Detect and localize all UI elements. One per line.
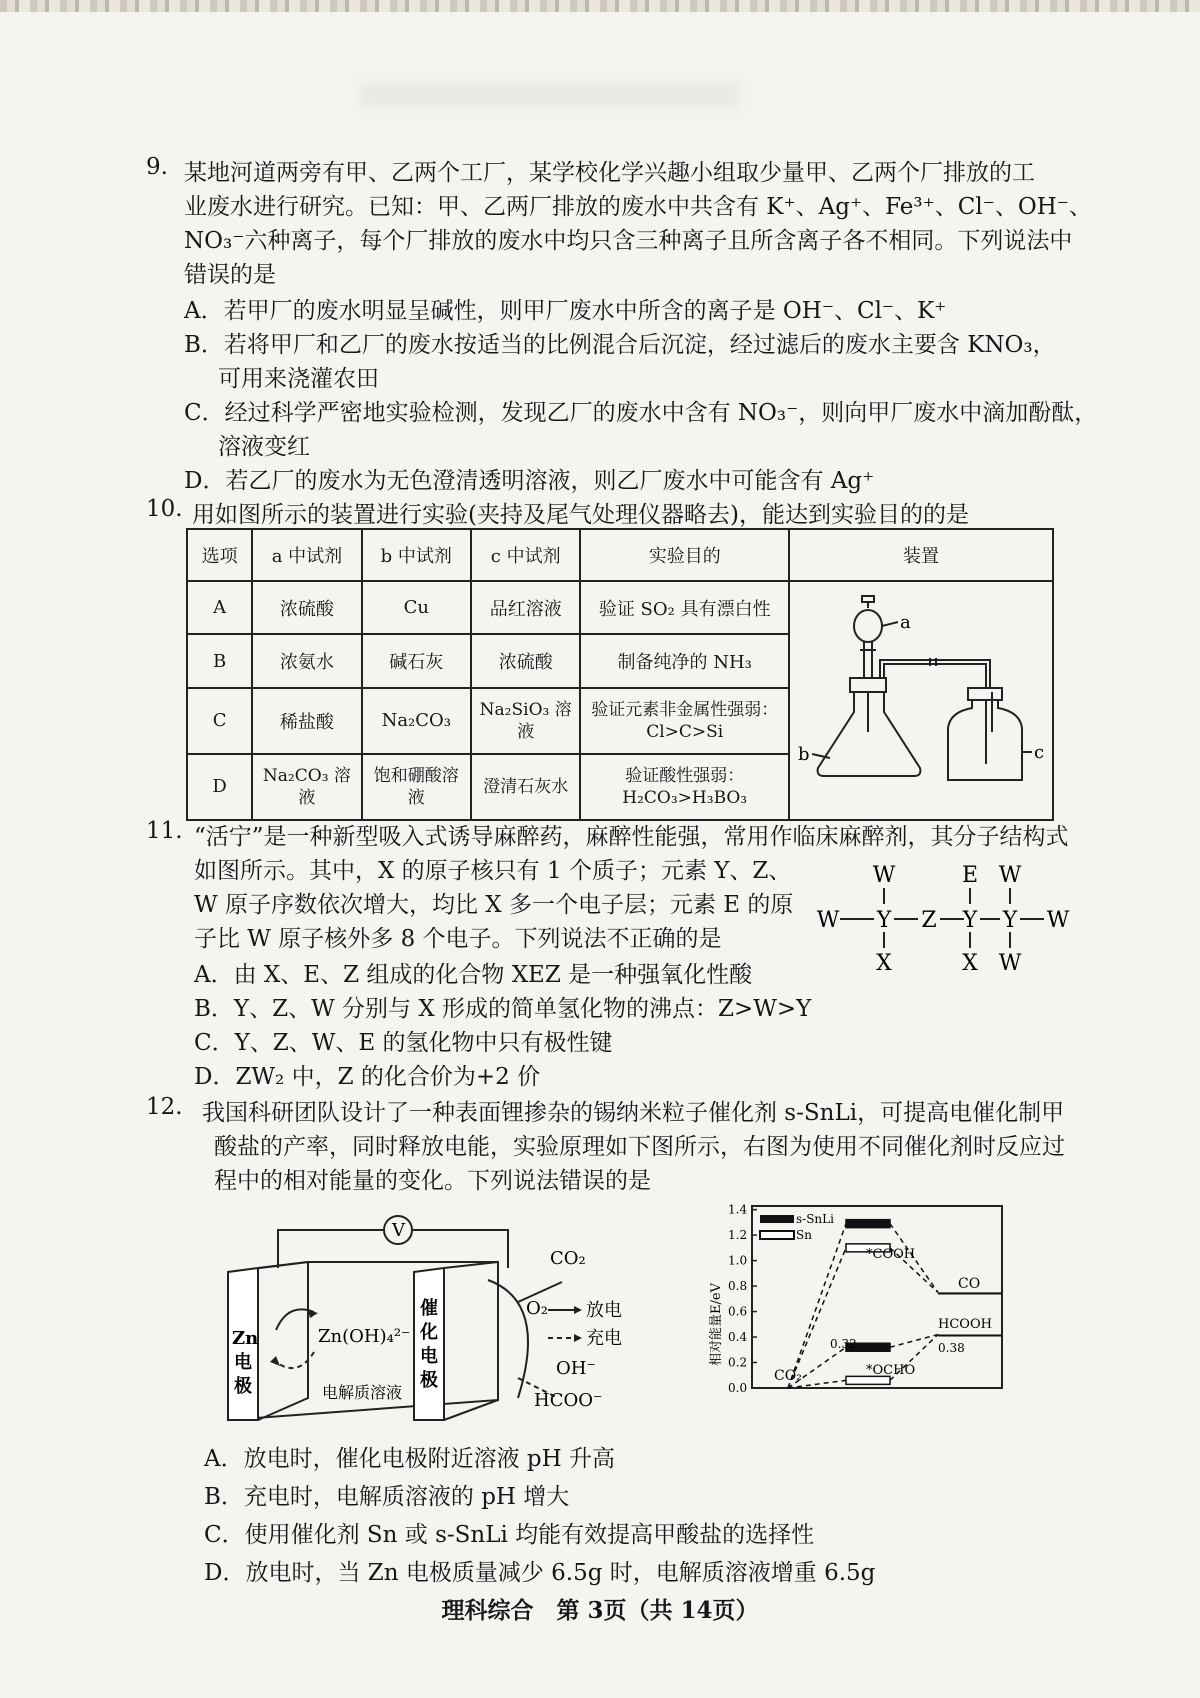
annotation-cooh: *COOH [866, 1247, 916, 1262]
option-b-cont: 可用来浇灌农田 [218, 366, 379, 392]
atom: X [876, 951, 892, 976]
y-axis-label: 相对能量E/eV [709, 1283, 724, 1366]
label-c: c [1034, 742, 1045, 763]
hcoo-label: HCOO⁻ [534, 1390, 603, 1411]
table-cell: 浓硫酸 [252, 581, 361, 634]
legend-swatch-sn [760, 1231, 794, 1239]
option-b: B．若将甲厂和乙厂的废水按适当的比例混合后沉淀，经过滤后的废水主要含 KNO₃， [184, 332, 1056, 358]
table-header: 实验目的 [580, 529, 789, 581]
legend-item: s-SnLi [796, 1212, 834, 1226]
option-a: A．若甲厂的废水明显呈碱性，则甲厂废水中所含的离子是 OH⁻、Cl⁻、K⁺ [184, 298, 947, 324]
atom: W [998, 951, 1022, 976]
table-cell: Na₂SiO₃ 溶液 [471, 688, 580, 754]
voltmeter-label: V [392, 1220, 405, 1241]
legend-swatch-snli [760, 1215, 794, 1223]
o2-label: O₂ [526, 1298, 548, 1319]
y-tick-label: 1.2 [728, 1228, 748, 1243]
cat-electrode-label: 极 [420, 1370, 438, 1391]
option-b: B．充电时，电解质溶液的 pH 增大 [204, 1484, 570, 1510]
table-cell: 饱和硼酸溶液 [362, 754, 471, 820]
legend-item: Sn [796, 1228, 812, 1242]
table-cell: 验证元素非金属性强弱：Cl>C>Si [580, 688, 789, 754]
option-b: B．Y、Z、W 分别与 X 形成的简单氢化物的沸点：Z>W>Y [194, 996, 812, 1022]
atom: W [1046, 908, 1070, 933]
oh-label: OH⁻ [556, 1358, 596, 1379]
atom: Y [876, 908, 892, 933]
table-cell: 浓硫酸 [471, 634, 580, 687]
table-header: 装置 [789, 529, 1053, 581]
atom: X [962, 951, 978, 976]
cat-electrode-label: 化 [420, 1322, 438, 1343]
zn-electrode-label: 极 [234, 1376, 252, 1397]
experiment-table [186, 528, 1054, 821]
question-stem: 用如图所示的装置进行实验(夹持及尾气处理仪器略去)，能达到实验目的的是 [192, 502, 969, 528]
atom: Z [921, 908, 937, 933]
table-cell: 验证酸性强弱：H₂CO₃>H₃BO₃ [580, 754, 789, 820]
option-c-cont: 溶液变红 [218, 434, 310, 460]
question-text-line: 程中的相对能量的变化。下列说法错误的是 [214, 1168, 651, 1194]
table-cell: Na₂CO₃ [362, 688, 471, 754]
y-tick-label: 1.4 [728, 1202, 748, 1217]
table-cell: B [187, 634, 252, 687]
question-number: 10. [146, 496, 183, 522]
cat-electrode-label: 电 [420, 1346, 438, 1367]
table-row [187, 581, 1053, 634]
scan-edge [0, 0, 1200, 12]
option-d: D．若乙厂的废水为无色澄清透明溶液，则乙厂废水中可能含有 Ag⁺ [184, 468, 875, 494]
table-cell: 品红溶液 [471, 581, 580, 634]
question-text-line: NO₃⁻六种离子，每个厂排放的废水中均只含三种离子且所含离子各不相同。下列说法中 [184, 228, 1073, 254]
y-tick-label: 0.6 [728, 1304, 748, 1319]
discharge-label: 放电 [586, 1300, 622, 1321]
apparatus-cell [789, 581, 1053, 820]
annotation-value: 0.38 [938, 1341, 965, 1355]
option-a: A．放电时，催化电极附近溶液 pH 升高 [204, 1446, 616, 1472]
y-tick-label: 0.0 [728, 1381, 748, 1395]
energy-path-line [788, 1248, 846, 1388]
question-number: 9. [146, 154, 168, 180]
question-text-line: 错误的是 [184, 262, 276, 288]
option-c: C．使用催化剂 Sn 或 s-SnLi 均能有效提高甲酸盐的选择性 [204, 1522, 815, 1548]
question-text-line: W 原子序数依次增大，均比 X 多一个电子层；元素 E 的原 [194, 892, 794, 918]
option-d: D．ZW₂ 中，Z 的化合价为+2 价 [194, 1064, 541, 1090]
option-c: C．Y、Z、W、E 的氢化物中只有极性键 [194, 1030, 613, 1056]
table-cell: D [187, 754, 252, 820]
label-a: a [900, 612, 911, 633]
annotation-co2: CO₂ [774, 1368, 802, 1384]
question-text-line: 子比 W 原子核外多 8 个电子。下列说法不正确的是 [194, 926, 722, 952]
electrolyte-label: 电解质溶液 [322, 1383, 403, 1402]
table-cell: Cu [362, 581, 471, 634]
y-tick-label: 1.0 [728, 1253, 748, 1268]
table-cell: 澄清石灰水 [471, 754, 580, 820]
question-text-line: 酸盐的产率，同时释放电能，实验原理如下图所示，右图为使用不同催化剂时反应过 [214, 1134, 1065, 1160]
charge-label: 充电 [586, 1328, 622, 1349]
table-header: c 中试剂 [471, 529, 580, 581]
energy-path-line [788, 1224, 846, 1388]
zn-electrode-label: 电 [234, 1352, 252, 1373]
atom: Y [962, 908, 978, 933]
co2-label: CO₂ [550, 1248, 586, 1269]
question-text-line: 某地河道两旁有甲、乙两个工厂，某学校化学兴趣小组取少量甲、乙两个厂排放的工 [184, 160, 1035, 186]
zincate-label: Zn(OH)₄²⁻ [318, 1326, 411, 1347]
table-cell: 浓氨水 [252, 634, 361, 687]
y-tick-label: 0.4 [728, 1330, 748, 1345]
electrochemical-cell [218, 1202, 688, 1432]
question-number: 11. [146, 818, 183, 844]
table-cell: A [187, 581, 252, 634]
atom: W [872, 863, 896, 888]
table-cell: 碱石灰 [362, 634, 471, 687]
question-text-line: 我国科研团队设计了一种表面锂掺杂的锡纳米粒子催化剂 s-SnLi，可提高电催化制甲 [202, 1100, 1065, 1126]
apparatus-diagram [790, 582, 1052, 814]
table-cell: 验证 SO₂ 具有漂白性 [580, 581, 789, 634]
option-c: C．经过科学严密地实验检测，发现乙厂的废水中含有 NO₃⁻，则向甲厂废水中滴加酚酞， [184, 400, 1098, 426]
zn-electrode-label: Zn [232, 1328, 259, 1349]
annotation-co: CO [958, 1276, 981, 1292]
energy-level-bar [846, 1220, 890, 1228]
atom: W [998, 863, 1022, 888]
atom: Y [1002, 908, 1018, 933]
table-cell: 制备纯净的 NH₃ [580, 634, 789, 687]
annotation-hcooh: HCOOH [938, 1317, 992, 1332]
molecule-structure [818, 858, 1078, 978]
question-text-line: 业废水进行研究。已知：甲、乙两厂排放的废水中共含有 K⁺、Ag⁺、Fe³⁺、Cl⁻、OH⁻、 [184, 194, 1092, 220]
y-tick-label: 0.8 [728, 1279, 748, 1294]
annotation-ocho: *OCHO [866, 1363, 916, 1378]
option-a: A．由 X、E、Z 组成的化合物 XEZ 是一种强氧化性酸 [194, 962, 753, 988]
option-d: D．放电时，当 Zn 电极质量减少 6.5g 时，电解质溶液增重 6.5g [204, 1560, 876, 1586]
energy-level-bar [938, 1334, 1002, 1336]
table-cell: C [187, 688, 252, 754]
energy-level-bar [938, 1292, 1002, 1294]
page-footer: 理科综合 第 3页（共 14页） [441, 1597, 759, 1624]
energy-profile-chart [709, 1196, 1012, 1416]
question-text-line: “活宁”是一种新型吸入式诱导麻醉药，麻醉性能强，常用作临床麻醉剂，其分子结构式 [194, 824, 1069, 850]
atom: E [961, 863, 979, 888]
question-text-line: 如图所示。其中，X 的原子核只有 1 个质子；元素 Y、Z、 [194, 858, 792, 884]
table-header-row [187, 529, 1053, 581]
table-cell: 稀盐酸 [252, 688, 361, 754]
cat-electrode-label: 催 [420, 1298, 438, 1319]
blurred-header [360, 82, 740, 108]
atom: W [816, 908, 840, 933]
label-b: b [798, 744, 810, 765]
table-header: b 中试剂 [362, 529, 471, 581]
y-tick-label: 0.2 [728, 1355, 748, 1370]
question-number: 12. [146, 1094, 183, 1120]
annotation-value: 0.32 [830, 1337, 857, 1351]
table-header: a 中试剂 [252, 529, 361, 581]
table-cell: Na₂CO₃ 溶液 [252, 754, 361, 820]
table-header: 选项 [187, 529, 252, 581]
